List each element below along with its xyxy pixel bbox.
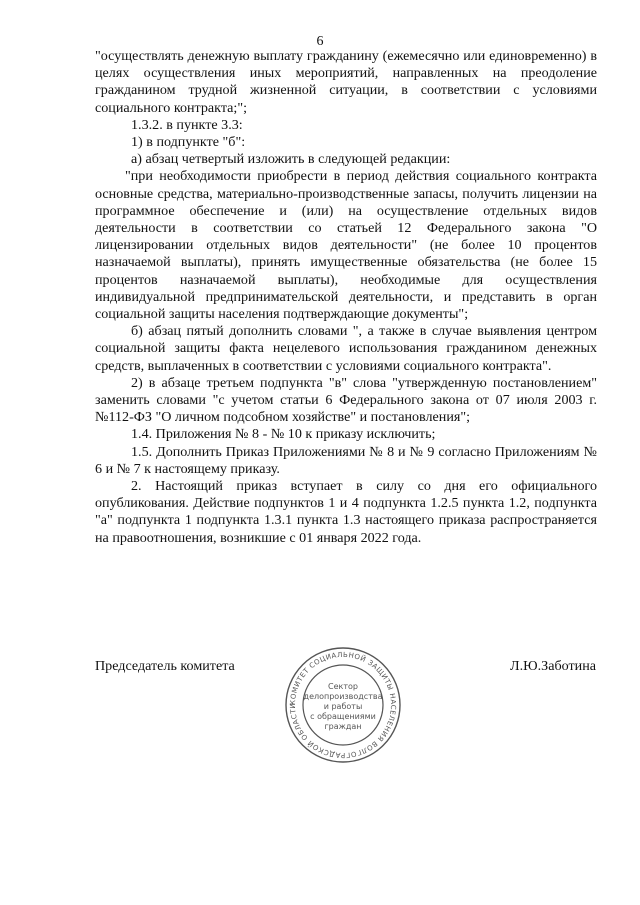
stamp-center-line-2: делопроизводства (303, 692, 383, 701)
stamp-ring-textpath: КОМИТЕТ СОЦИАЛЬНОЙ ЗАЩИТЫ НАСЕЛЕНИЯ ВОЛГОГРАДСКОЙ ОБЛАСТИ (288, 650, 398, 760)
paragraph-1-3-2: 1.3.2. в пункте 3.3: (131, 116, 243, 133)
paragraph-abzac-a: а) абзац четвертый изложить в следующей редакции: (131, 151, 451, 168)
paragraph-2: 2. Настоящий приказ вступает в силу со дня его официального опубликования. Действие подпунктов 1 и 4 подпункта 1.2.5 пункта 1.2, подпункта "а" подпункта 1 подпункта 1.3.1 пункта 1.3 настоящего приказа распространяется на правоотношения, возникшие с 01 января 2022 года. (95, 478, 597, 546)
paragraph-quote-continuation: "осуществлять денежную выплату гражданину (ежемесячно или единовременно) в целях осуществления иных мероприятий, направленных на преодоление гражданином трудной жизненной ситуации, в соответствии с условиями социального контракта;"; (95, 48, 597, 116)
paragraph-subitem-2: 2) в абзаце третьем подпункта "в" слова "утвержденную постановлением" заменить словами "с учетом статьи 6 Федерального закона от 07 июля 2003 г. №112-ФЗ "О личном подсобном хозяйстве" и постановления"; (95, 374, 597, 426)
paragraph-abzac-b: б) абзац пятый дополнить словами ", а также в случае выявления центром социальной защиты факта нецелевого использования гражданином денежных средств, выплаченных в соответствии с условиями социального контракта". (95, 323, 597, 374)
signer-name: Л.Ю.Заботина (510, 658, 596, 674)
stamp-center-line-1: Сектор (328, 682, 358, 691)
paragraph-subitem-b: 1) в подпункте "б": (131, 134, 246, 151)
paragraph-1-4: 1.4. Приложения № 8 - № 10 к приказу исключить; (131, 426, 436, 443)
official-stamp (283, 645, 403, 765)
signer-role: Председатель комитета (95, 658, 235, 674)
paragraph-quoted-text: "при необходимости приобрести в период действия социального контракта основные средства, материально-производственные запасы, получить лицензии на программное обеспечение и (или) на осуществление отдельных видов деятельности в соответствии со статьей 12 Федерального закона "О лицензировании отдельных видов деятельности" (не более 10 процентов назначаемой выплаты), принять имущественные обязательства (не более 15 процентов назначаемой выплаты), необходимые для осуществления индивидуальной предпринимательской деятельности, и представить в орган социальной защиты населения подтверждающие документы"; (95, 168, 597, 323)
stamp-center-line-5: граждан (324, 722, 362, 731)
stamp-center-line-4: с обращениями (310, 712, 376, 721)
stamp-center-line-3: и работы (323, 702, 363, 711)
page-number: 6 (316, 34, 324, 49)
document-body (95, 48, 597, 547)
paragraph-1-5: 1.5. Дополнить Приказ Приложениями № 8 и № 9 согласно Приложениям № 6 и № 7 к настоящему приказу. (95, 443, 597, 477)
